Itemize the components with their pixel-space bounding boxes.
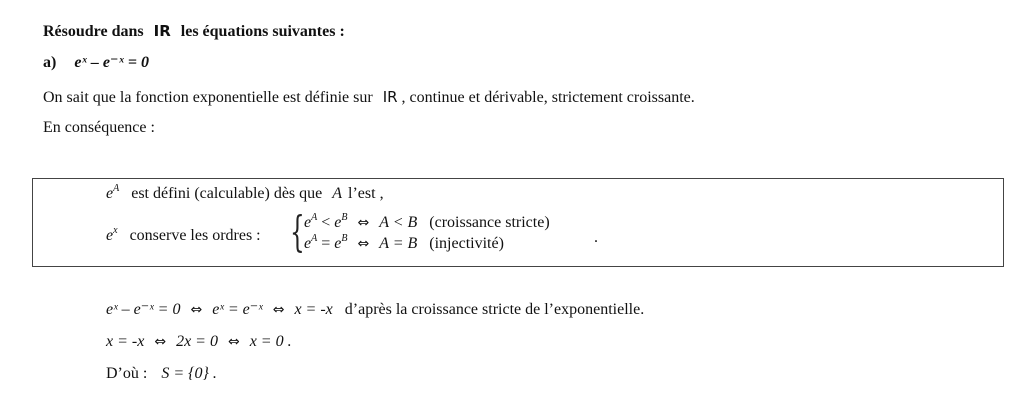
- solution-step-a: x = -x: [106, 333, 145, 350]
- exercise-heading: [43, 21, 345, 42]
- sys2-lhs: e: [304, 235, 312, 252]
- sys2-equivalence-arrow: ⇔: [357, 236, 370, 252]
- sys1-lhs: e: [304, 214, 312, 231]
- property-defined-end: l’est ,: [348, 185, 384, 202]
- solution-conclusion: [106, 364, 217, 384]
- heading-text: Résoudre dans: [43, 23, 144, 40]
- solution-arrow-2: ⇔: [272, 302, 285, 318]
- sys1-note: (croissance stricte): [429, 214, 550, 231]
- solution-eq2: eˣ = e⁻ˣ: [212, 301, 263, 318]
- part-a-title: [43, 53, 149, 73]
- property-order: [106, 226, 261, 246]
- solution-eq1: eˣ – e⁻ˣ = 0: [106, 301, 181, 318]
- sys2-op: =: [321, 235, 331, 252]
- part-a-equation: eˣ – e⁻ˣ = 0: [74, 54, 149, 71]
- conclusion-label: D’où :: [106, 365, 148, 382]
- property-defined: [106, 184, 384, 204]
- sys2-rhs-exp: B: [341, 233, 348, 244]
- sys1-op: <: [321, 214, 331, 231]
- property-defined-text: est défini (calculable) dès que: [131, 185, 323, 202]
- solution-arrow-3: ⇔: [154, 334, 167, 350]
- solution-eq3: x = -x: [294, 301, 333, 318]
- sys2-condition: A = B: [379, 235, 418, 252]
- intro-part1: On sait que la fonction exponentielle est définie sur: [43, 89, 373, 106]
- solution-arrow-4: ⇔: [227, 334, 240, 350]
- real-set-symbol: IR: [153, 22, 171, 40]
- sys2-note: (injectivité): [429, 235, 504, 252]
- solution-step-b: 2x = 0: [176, 333, 218, 350]
- system-brace: {: [290, 207, 305, 256]
- system-line-1: [304, 213, 550, 233]
- intro-real-set: IR: [382, 88, 398, 106]
- consequence-label: En conséquence :: [43, 119, 155, 136]
- solution-arrow-1: ⇔: [190, 302, 203, 318]
- exp-A-exponent: A: [113, 183, 120, 194]
- exp-x-exponent: x: [113, 225, 118, 236]
- sys1-condition: A < B: [379, 214, 418, 231]
- intro-part2: , continue et dérivable, strictement croissante.: [401, 89, 695, 106]
- sys1-rhs: e: [334, 214, 342, 231]
- exp-A-base: e: [106, 185, 114, 202]
- system-period: .: [594, 229, 598, 246]
- solution-line-1: [106, 300, 644, 320]
- exp-x-base: e: [106, 227, 114, 244]
- heading-tail: les équations suivantes :: [180, 23, 345, 40]
- sys2-lhs-exp: A: [311, 233, 318, 244]
- solution-set: S = {0} .: [161, 365, 217, 382]
- property-order-text: conserve les ordres :: [129, 227, 261, 244]
- system-line-2: [304, 234, 504, 254]
- part-a-label: a): [43, 54, 57, 71]
- solution-justification: d’après la croissance stricte de l’exponentielle.: [344, 301, 645, 318]
- solution-step-c: x = 0 .: [249, 333, 292, 350]
- sys1-rhs-exp: B: [341, 212, 348, 223]
- intro-sentence: [43, 87, 695, 108]
- sys2-rhs: e: [334, 235, 342, 252]
- solution-line-2: [106, 332, 292, 352]
- property-defined-var: A: [332, 185, 343, 202]
- sys1-equivalence-arrow: ⇔: [357, 215, 370, 231]
- sys1-lhs-exp: A: [311, 212, 318, 223]
